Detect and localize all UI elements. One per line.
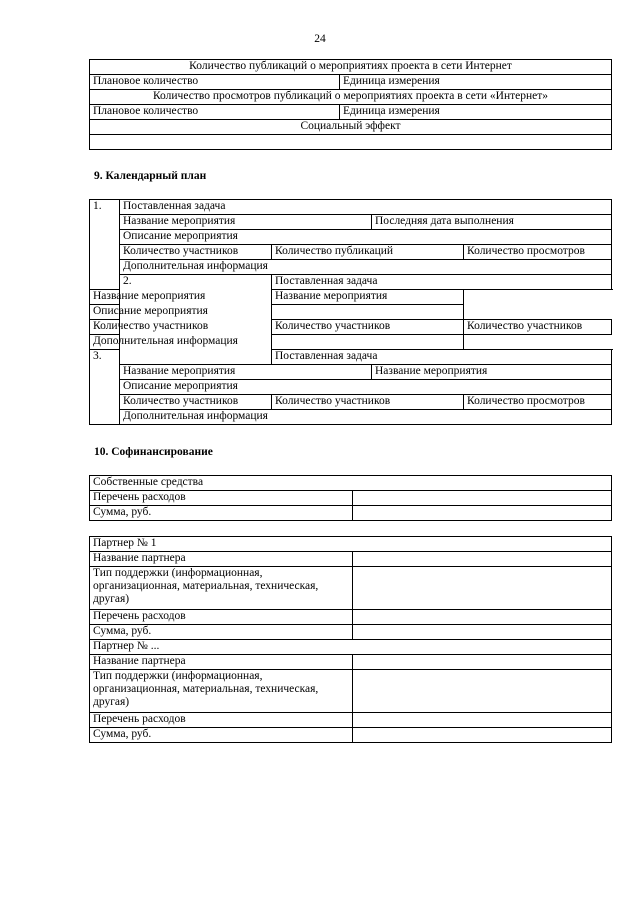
task-3-event-name: Название мероприятия — [120, 365, 372, 380]
planned-qty-label-2: Плановое количество — [90, 105, 340, 120]
partner-1-name-value — [353, 552, 612, 567]
task-3-task: Поставленная задача — [272, 350, 612, 365]
partner-2-sum-label: Сумма, руб. — [90, 728, 353, 743]
task-2-event-name: Название мероприятия — [90, 290, 272, 305]
task-2-col3: Количество участников — [464, 320, 612, 335]
task-3-col2: Количество участников — [272, 395, 464, 410]
partner-1-title: Партнер № 1 — [90, 537, 612, 552]
calendar-plan-table — [89, 199, 612, 425]
social-effect-value — [90, 135, 612, 150]
section9-heading: 9. Календарный план — [94, 170, 207, 182]
task-1-col3: Количество просмотров — [464, 245, 612, 260]
partner-1-name-label: Название партнера — [90, 552, 353, 567]
partner-1-expenses-label: Перечень расходов — [90, 610, 353, 625]
task-3-col1: Количество участников — [120, 395, 272, 410]
partner-2-name-value — [353, 655, 612, 670]
page-number: 24 — [314, 33, 326, 45]
partner-2-name-label: Название партнера — [90, 655, 353, 670]
partner-2-title: Партнер № ... — [90, 640, 612, 655]
own-funds-sum-value — [353, 506, 612, 521]
pub-count-title: Количество публикаций о мероприятиях проекта в сети Интернет — [90, 60, 612, 75]
partner-2-expenses-value — [353, 713, 612, 728]
task-2-description: Описание мероприятия — [90, 305, 464, 320]
task-3-right-label: Название мероприятия — [372, 365, 612, 380]
partners-table — [89, 536, 612, 743]
task-2-task: Поставленная задача — [272, 275, 612, 290]
own-funds-expenses-label: Перечень расходов — [90, 491, 353, 506]
task-3-description: Описание мероприятия — [120, 380, 612, 395]
partner-2-expenses-label: Перечень расходов — [90, 713, 353, 728]
publications-table — [89, 59, 612, 150]
task-1-task: Поставленная задача — [120, 200, 612, 215]
unit-label: Единица измерения — [340, 75, 612, 90]
task-1-event-name: Название мероприятия — [120, 215, 372, 230]
own-funds-table — [89, 475, 612, 521]
planned-qty-label: Плановое количество — [90, 75, 340, 90]
task-1-description: Описание мероприятия — [120, 230, 612, 245]
own-funds-title: Собственные средства — [90, 476, 612, 491]
partner-2-sum-value — [353, 728, 612, 743]
partner-1-support-label: Тип поддержки (информационная, организационная, материальная, техническая, другая) — [90, 567, 353, 610]
partner-1-support-value — [353, 567, 612, 610]
task-1-col1: Количество участников — [120, 245, 272, 260]
task-1-col2: Количество публикаций — [272, 245, 464, 260]
task-1-number: 1. — [90, 200, 120, 290]
task-2-col1: Количество участников — [90, 320, 120, 335]
own-funds-expenses-value — [353, 491, 612, 506]
task-2-number: 2. — [120, 275, 272, 365]
task-2-col2: Количество участников — [272, 320, 464, 335]
task-1-extra: Дополнительная информация — [120, 260, 612, 275]
section10-heading: 10. Софинансирование — [94, 446, 213, 458]
partner-1-expenses-value — [353, 610, 612, 625]
partner-1-sum-value — [353, 625, 612, 640]
task-2-extra: Дополнительная информация — [90, 335, 464, 350]
partner-2-support-label: Тип поддержки (информационная, организационная, материальная, техническая, другая) — [90, 670, 353, 713]
own-funds-sum-label: Сумма, руб. — [90, 506, 353, 521]
partner-2-support-value — [353, 670, 612, 713]
task-3-extra: Дополнительная информация — [120, 410, 612, 425]
views-title: Количество просмотров публикаций о мероприятиях проекта в сети «Интернет» — [90, 90, 612, 105]
social-effect-label: Социальный эффект — [90, 120, 612, 135]
task-1-right-label: Последняя дата выполнения — [372, 215, 612, 230]
partner-1-sum-label: Сумма, руб. — [90, 625, 353, 640]
task-2-right-label: Название мероприятия — [272, 290, 464, 305]
task-3-number: 3. — [90, 350, 120, 425]
unit-label-2: Единица измерения — [340, 105, 612, 120]
task-3-col3: Количество просмотров — [464, 395, 612, 410]
